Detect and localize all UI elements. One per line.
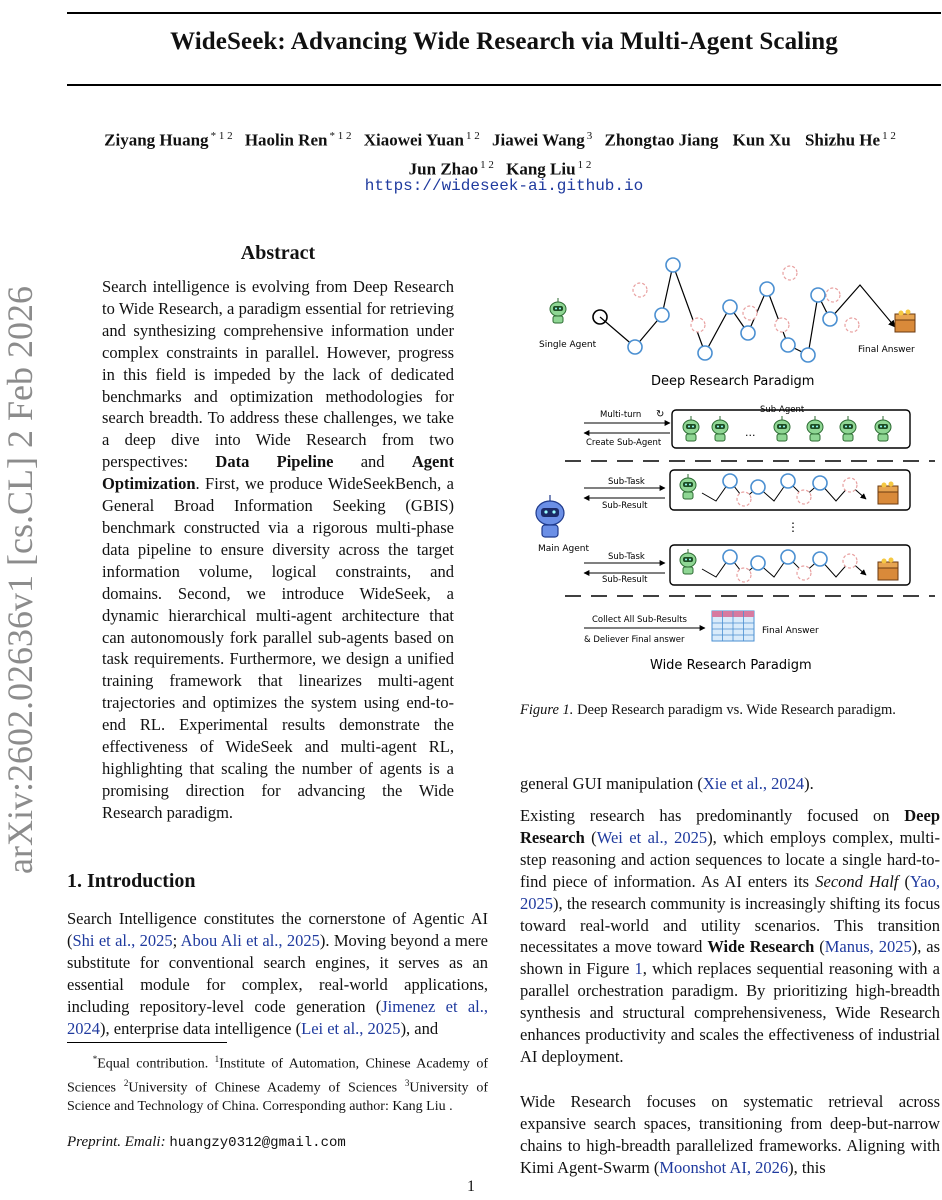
right-paragraph-1 <box>520 805 940 1068</box>
final-answer-label-top: Final Answer <box>858 345 915 355</box>
arxiv-stamp <box>0 270 40 890</box>
create-sub-agent-label: Create Sub-Agent <box>586 438 662 448</box>
author-affiliation: 1 2 <box>882 130 896 142</box>
author-name: Haolin Ren <box>244 130 328 150</box>
single-agent-robot-icon <box>550 298 566 323</box>
result-table-icon <box>712 611 754 641</box>
author-name: Xiaowei Yuan <box>363 130 465 150</box>
body-text: Wide Research focuses on systematic retrieval across expansive search spaces, transitioning from deep-but-narrow chains to high-breadth parallelized frameworks. Aligning with Kimi Agent-Swarm ( <box>520 1092 940 1177</box>
figure-1-caption <box>520 702 940 719</box>
figure-reference-link[interactable]: 1 <box>634 959 643 979</box>
body-text: ), which employs complex, multi-step reasoning and action sequences to locate a single hard-to-find piece of information. As AI enters its <box>520 827 940 891</box>
preprint-label: Preprint. Emali: <box>67 1134 170 1150</box>
body-text: Existing research has predominantly focused on <box>520 806 905 825</box>
citation-link[interactable]: Abou Ali et al., 2025 <box>180 930 320 950</box>
abstract-text: and <box>333 452 412 472</box>
intro-text: Search Intelligence constitutes the cornerstone of Agentic AI ( <box>67 909 488 950</box>
citation-link[interactable]: Wei et al., 2025 <box>596 827 708 847</box>
footnote-text: Institute of Automation, Chinese Academy of Sciences <box>67 1056 489 1096</box>
sub-agent-ellipsis: ... <box>745 426 756 439</box>
sub-agent-box <box>672 410 910 448</box>
figure-1-diagram <box>520 255 940 685</box>
footnote <box>67 1050 488 1116</box>
citation-link[interactable]: Yao, 2025 <box>520 871 941 913</box>
sub-result-label-2: Sub-Result <box>602 575 648 585</box>
footnote-mark: 1 <box>214 1054 220 1064</box>
body-text: ( <box>814 937 825 957</box>
single-agent-label: Single Agent <box>539 340 597 350</box>
paper-title: WideSeek: Advancing Wide Research via Multi-Agent Scaling <box>170 28 838 55</box>
figure-caption-text: Deep Research paradigm vs. Wide Research paradigm. <box>573 702 896 718</box>
footnote-rule <box>67 1042 227 1043</box>
author-name: Kun Xu <box>732 130 791 150</box>
deliver-label: & Deliever Final answer <box>584 635 685 645</box>
contact-email-link[interactable]: huangzy0312@gmail.com <box>169 1135 346 1151</box>
citation-link[interactable]: Shi et al., 2025 <box>72 930 173 950</box>
body-text: ), the research community is increasingly shifting its focus toward real-world and utility scenarios. This transition necessitates a move toward <box>520 893 940 957</box>
bold-term: Deep Research <box>520 806 940 847</box>
author-affiliation: 1 2 <box>466 130 480 142</box>
author-name: Ziyang Huang <box>104 130 209 150</box>
right-column-continuation <box>520 773 940 795</box>
footnote-text: Equal contribution. <box>97 1056 215 1072</box>
multi-turn-label: Multi-turn <box>600 410 642 420</box>
sub-task-label-2: Sub-Task <box>608 552 645 562</box>
rows-vertical-ellipsis: ⋮ <box>787 520 799 534</box>
footnote-text: University of Chinese Academy of Sciences <box>128 1080 405 1096</box>
intro-text: ), enterprise data intelligence ( <box>100 1018 302 1038</box>
author-name: Jiawei Wang <box>492 130 585 150</box>
italic-term: Second Half <box>815 871 899 891</box>
author-name: Kang Liu <box>506 159 576 179</box>
author-name: Zhongtao Jiang <box>604 130 719 150</box>
body-text: ), this <box>788 1157 826 1177</box>
intro-paragraph <box>67 908 488 1039</box>
body-text: ( <box>898 871 911 891</box>
author-list <box>67 124 941 181</box>
bold-term: Wide Research <box>707 937 815 957</box>
figure-1 <box>520 255 940 685</box>
wide-research-panel <box>536 470 935 673</box>
body-text: general GUI manipulation ( <box>520 774 703 793</box>
main-agent-robot-icon <box>536 495 564 537</box>
footnote-mark: 3 <box>404 1077 410 1088</box>
title-rule-top <box>67 12 941 14</box>
abstract-bold-term: Data Pipeline <box>215 452 334 472</box>
intro-text: ). Moving beyond a mere substitute for conventional search engines, it serves as an essential module for complex, real-world applications, including repository-level code generation ( <box>67 930 488 1016</box>
abstract-text: . First, we produce WideSeekBench, a General Broad Information Seeking (GBIS) benchmark constructed via a rigorous multi-phase data pipeline to ensure diversity across the target information volume, logical constraints, and domains. Second, we introduce WideSeek, a dynamic hierarchical multi-agent architecture that can autonomously fork parallel sub-agents based on task requirements. Furthermore, we design a unified training framework that linearizes multi-agent trajectories and optimizes the system using end-to-end RL. Experimental results demonstrate the effectiveness of WideSeek and multi-agent RL, highlighting that scaling the number of agents is a promising direction for advancing the Wide Research paradigm. <box>102 474 454 822</box>
footnote-mark: 2 <box>123 1077 129 1088</box>
arxiv-stamp-text: arXiv:2602.02636v1 [cs.CL] 2 Feb 2026 <box>0 286 40 874</box>
footnote-mark: * <box>92 1054 98 1064</box>
main-agent-label: Main Agent <box>538 544 589 554</box>
author-name: Jun Zhao <box>408 159 479 179</box>
body-text: ), as shown in Figure <box>520 937 941 979</box>
author-affiliation: * 1 2 <box>329 130 352 142</box>
author-affiliation: 1 2 <box>577 158 592 171</box>
page-number: 1 <box>467 1178 475 1195</box>
section-heading-introduction: 1. Introduction <box>67 870 196 892</box>
citation-link[interactable]: Moonshot AI, 2026 <box>659 1157 789 1177</box>
refresh-icon: ↻ <box>656 409 665 420</box>
author-affiliation: * 1 2 <box>210 130 233 142</box>
collect-label: Collect All Sub-Results <box>592 615 687 625</box>
abstract-body <box>102 276 454 824</box>
citation-link[interactable]: Manus, 2025 <box>824 937 912 957</box>
sub-result-label-1: Sub-Result <box>602 501 648 511</box>
deep-research-title: Deep Research Paradigm <box>651 374 815 389</box>
treasure-chest-icon <box>895 310 915 333</box>
citation-link[interactable]: Jimenez et al., 2024 <box>67 996 488 1038</box>
body-text: ). <box>804 774 814 793</box>
body-text: ( <box>584 827 597 847</box>
preprint-line <box>67 1134 346 1151</box>
abstract-text: Search intelligence is evolving from Deep Research to Wide Research, a paradigm essential for retrieving and synthesizing comprehensive information under complex constraints in parallel. However, progress in this field is impeded by the lack of dedicated benchmarks and optimization methodologies for search breadth. To address these challenges, we take a deep dive into Wide Research from two perspectives: <box>102 277 454 472</box>
final-answer-label-bottom: Final Answer <box>762 626 819 636</box>
citation-link[interactable]: Xie et al., 2024 <box>702 774 805 793</box>
citation-link[interactable]: Lei et al., 2025 <box>301 1018 401 1038</box>
intro-text: ), and <box>400 1018 439 1038</box>
author-name: Shizhu He <box>804 130 881 150</box>
title-rule-bottom <box>67 84 941 86</box>
sub-agent-creation-row <box>565 405 935 461</box>
deep-research-panel <box>539 258 915 389</box>
project-url-link[interactable]: https://wideseek-ai.github.io <box>364 177 644 195</box>
footnote-text: University of Science and Technology of China. Corresponding author: Kang Liu . <box>67 1080 488 1114</box>
abstract-heading: Abstract <box>240 242 316 264</box>
figure-caption-label: Figure 1. <box>520 702 574 718</box>
wide-research-title: Wide Research Paradigm <box>650 658 812 673</box>
body-text: , which replaces sequential reasoning with a parallel orchestration paradigm. By prioritizing high-breadth synthesis and structural comprehensiveness, Wide Research enhances productivity and scales the effectiveness of industrial AI deployment. <box>520 959 940 1066</box>
author-affiliation: 1 2 <box>480 158 494 171</box>
sub-agent-label: Sub-Agent <box>760 405 805 415</box>
right-paragraph-2 <box>520 1091 940 1179</box>
abstract-bold-term: Agent Optimization <box>102 452 455 494</box>
intro-text: ; <box>172 930 181 950</box>
author-affiliation: 3 <box>586 130 593 142</box>
sub-task-label-1: Sub-Task <box>608 477 645 487</box>
